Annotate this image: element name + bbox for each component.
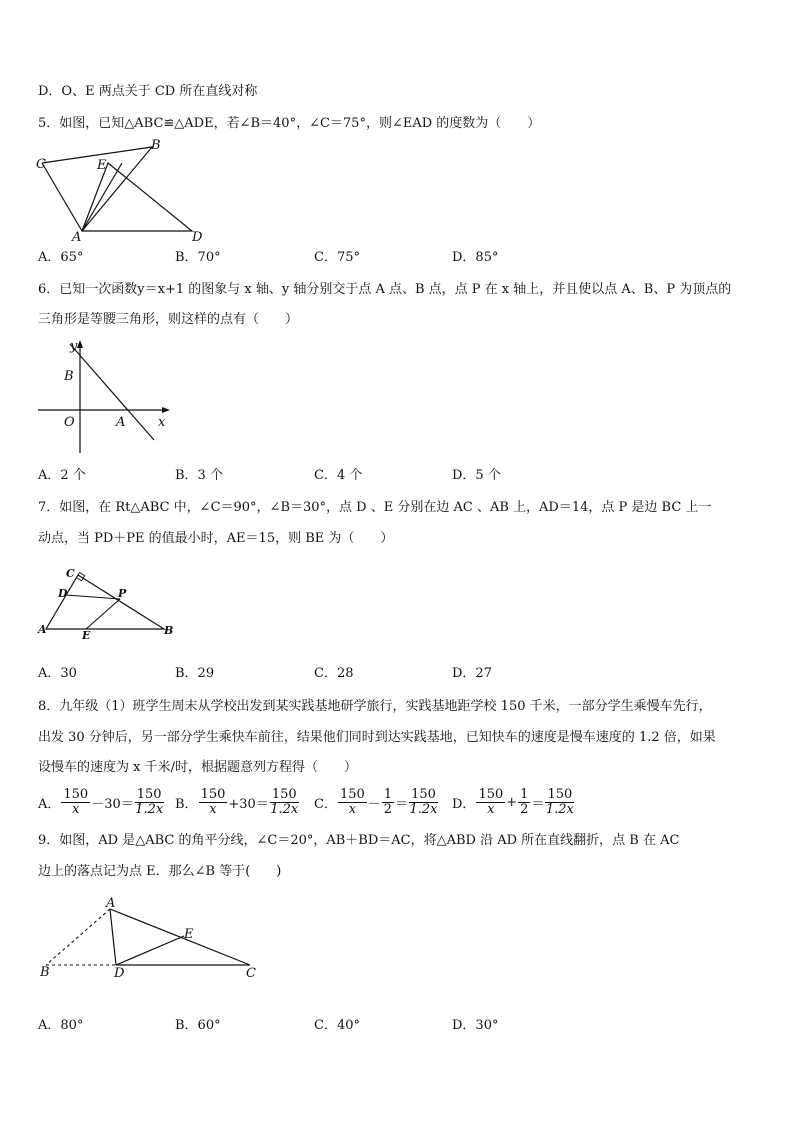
q7-label-e: E — [82, 629, 91, 642]
q5-label-c: C — [36, 157, 46, 172]
q6-label-a: A — [116, 415, 126, 430]
q7-option-d[interactable]: D．27 — [452, 666, 492, 681]
q5-option-a[interactable]: A．65° — [38, 250, 84, 265]
fraction: $\frac{150}{1.2x}$ — [270, 786, 299, 817]
q8-option-c-operator: － — [367, 796, 381, 812]
fraction: $\frac{1}{2}$ — [383, 786, 393, 817]
q7-option-c[interactable]: C．28 — [314, 666, 354, 681]
fraction: $\frac{150}{x}$ — [339, 786, 365, 817]
q7-option-a[interactable]: A．30 — [38, 666, 77, 681]
q5-label-a: A — [72, 230, 82, 245]
q6-option-a[interactable]: A．2 个 — [38, 468, 86, 483]
q9-option-b[interactable]: B．60° — [175, 1018, 221, 1033]
q8-option-c-equals: ＝ — [395, 796, 409, 812]
q8-option-b-operator: +30＝ — [228, 796, 269, 812]
q8-option-b[interactable] — [175, 785, 300, 819]
q6-axes-figure — [36, 338, 176, 458]
q7-options — [38, 664, 678, 684]
q6-label-x: x — [158, 415, 166, 430]
q6-label-o: O — [64, 415, 75, 430]
q7-triangle-figure — [36, 565, 181, 645]
fraction: $\frac{150}{x}$ — [63, 786, 89, 817]
q8-option-b-letter: B． — [175, 796, 198, 812]
q8-option-c[interactable] — [314, 785, 439, 819]
q5-options — [38, 248, 678, 268]
q8-stem-line2: 出发 30 分钟后，另一部分学生乘快车前往，结果他们同时到达实践基地，已知快车的速度是慢车速度的 1.2 倍，如果 — [38, 730, 716, 745]
q9-stem-line2: 边上的落点记为点 E．那么∠B 等于( ) — [38, 864, 282, 879]
fraction: $\frac{150}{1.2x}$ — [135, 786, 164, 817]
q9-stem-line1: 9．如图，AD 是△ABC 的角平分线，∠C＝20°，AB＋BD＝AC，将△ABD 沿 AD 所在直线翻折，点 B 在 AC — [38, 833, 680, 848]
q9-options — [38, 1016, 678, 1036]
q8-stem-line1: 8．九年级（1）班学生周末从学校出发到某实践基地研学旅行，实践基地距学校 150 千米，一部分学生乘慢车先行， — [38, 699, 712, 714]
q9-option-a[interactable]: A．80° — [38, 1018, 84, 1033]
q6-options — [38, 466, 678, 486]
fraction: $\frac{150}{x}$ — [478, 786, 504, 817]
q9-label-a: A — [106, 896, 116, 911]
q8-option-d-letter: D． — [452, 796, 476, 812]
q7-label-b: B — [164, 624, 174, 637]
fraction: $\frac{150}{1.2x}$ — [409, 786, 438, 817]
q7-label-c: C — [66, 567, 75, 580]
q7-option-b[interactable]: B．29 — [175, 666, 215, 681]
q7-stem-line1: 7．如图，在 Rt△ABC 中，∠C＝90°，∠B＝30°，点 D 、E 分别在边 AC 、AB 上，AD＝14，点 P 是边 BC 上一 — [38, 500, 712, 515]
q5-option-d[interactable]: D．85° — [452, 250, 499, 265]
q8-option-a-letter: A． — [38, 796, 61, 812]
q5-label-d: D — [192, 230, 203, 245]
q6-stem-line1: 6．已知一次函数y＝x+1 的图象与 x 轴、y 轴分别交于点 A 点、B 点，点 P 在 x 轴上，并且使以点 A、B、P 为顶点的 — [38, 282, 732, 297]
q8-option-c-letter: C． — [314, 796, 337, 812]
q6-option-c[interactable]: C．4 个 — [314, 468, 363, 483]
q5-triangle-figure — [30, 135, 210, 245]
q9-label-c: C — [246, 966, 256, 981]
q9-label-d: D — [114, 966, 125, 981]
q7-label-a: A — [38, 623, 47, 636]
q8-stem-line3: 设慢车的速度为 x 千米/时，根据题意列方程得（ ） — [38, 760, 357, 775]
q7-label-d: D — [58, 587, 68, 600]
fraction: $\frac{150}{1.2x}$ — [545, 786, 574, 817]
q6-stem-line2: 三角形是等腰三角形，则这样的点有（ ） — [38, 312, 299, 327]
q9-label-b: B — [40, 965, 50, 980]
fraction: $\frac{1}{2}$ — [520, 786, 529, 817]
q8-option-d-equals: ＝ — [531, 796, 545, 812]
q7-stem-line2: 动点，当 PD＋PE 的值最小时，AE＝15，则 BE 为（ ） — [38, 531, 394, 546]
q9-triangle-figure — [36, 895, 266, 985]
q4-option-d: D．O、E 两点关于 CD 所在直线对称 — [38, 84, 258, 99]
q5-label-e: E — [97, 158, 107, 173]
q5-option-c[interactable]: C．75° — [314, 250, 360, 265]
q9-label-e: E — [184, 927, 194, 942]
q5-stem: 5．如图，已知△ABC≌△ADE，若∠B＝40°，∠C＝75°，则∠EAD 的度数为（ ） — [38, 116, 541, 131]
q8-option-a-operator: －30＝ — [91, 796, 134, 812]
q6-option-b[interactable]: B．3 个 — [175, 468, 223, 483]
fraction: $\frac{150}{x}$ — [200, 786, 226, 817]
q6-label-b: B — [64, 369, 74, 384]
q8-option-d[interactable] — [452, 785, 575, 819]
q9-option-c[interactable]: C．40° — [314, 1018, 360, 1033]
q8-option-a[interactable] — [38, 785, 165, 819]
q6-label-y: y — [70, 339, 78, 354]
q9-option-d[interactable]: D．30° — [452, 1018, 499, 1033]
q6-option-d[interactable]: D．5 个 — [452, 468, 501, 483]
q5-option-b[interactable]: B．70° — [175, 250, 221, 265]
q8-option-d-operator: + — [506, 794, 518, 810]
q5-label-b: B — [151, 138, 161, 153]
q8-options — [38, 785, 678, 819]
q7-label-p: P — [118, 587, 127, 600]
